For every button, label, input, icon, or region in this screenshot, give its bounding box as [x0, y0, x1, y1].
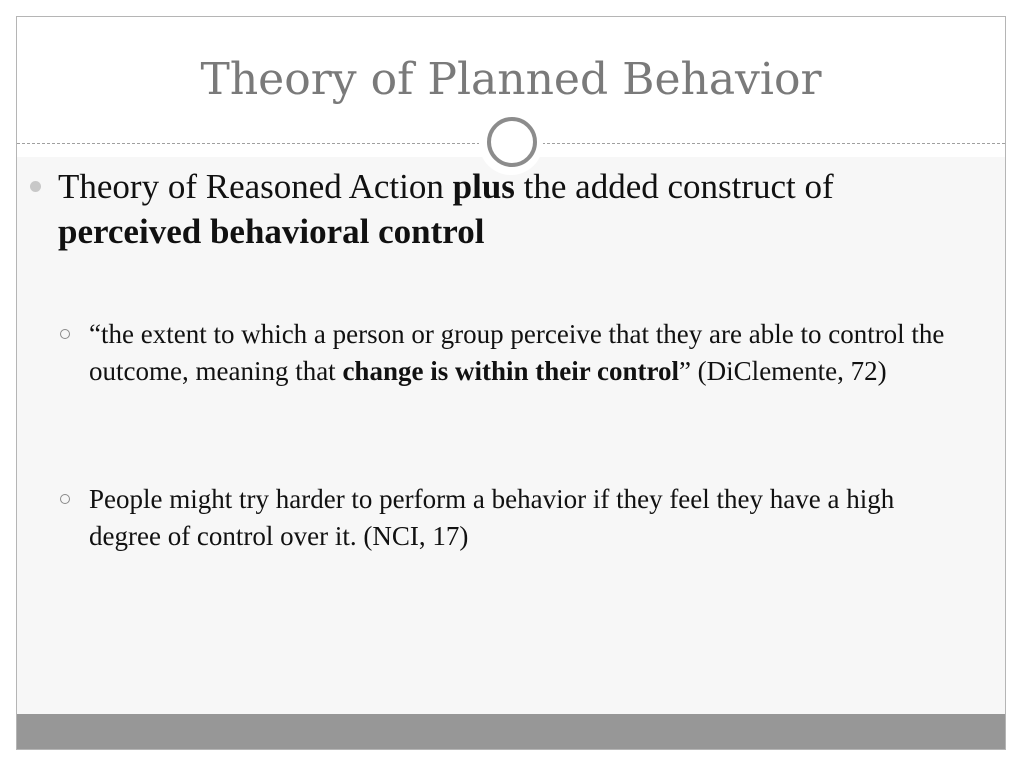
sub-bullet-text — [60, 316, 960, 390]
sub-bullet-text: People might try harder to perform a behavior if they feel they have a high degree of control over it. (NCI, 17) — [89, 484, 895, 551]
circle-ornament-icon — [487, 117, 537, 167]
bullet-text: ” (DiClemente, 72) — [678, 356, 887, 386]
bullet-main — [30, 164, 970, 254]
sub-bullet-ring-icon — [60, 329, 70, 339]
slide-title: Theory of Planned Behavior — [200, 54, 822, 105]
bullet-text: “the extent to which a person or group perceive that they are able to control the outcome, meaning that — [89, 319, 945, 386]
sub-bullet-definition — [60, 316, 960, 390]
sub-bullet-effort — [60, 481, 960, 555]
bullet-main-text — [30, 164, 970, 254]
bullet-text: the added construct of — [514, 167, 834, 206]
footer-bar — [17, 714, 1005, 749]
sub-bullet-ring-icon — [60, 494, 70, 504]
bullet-text: Theory of Reasoned Action — [58, 167, 453, 206]
bullet-bold-text: change is within their control — [342, 356, 679, 386]
bullet-bold-text: plus — [452, 167, 515, 206]
bullet-bold-text: perceived behavioral control — [58, 212, 485, 251]
bullet-dot-icon — [30, 181, 41, 192]
